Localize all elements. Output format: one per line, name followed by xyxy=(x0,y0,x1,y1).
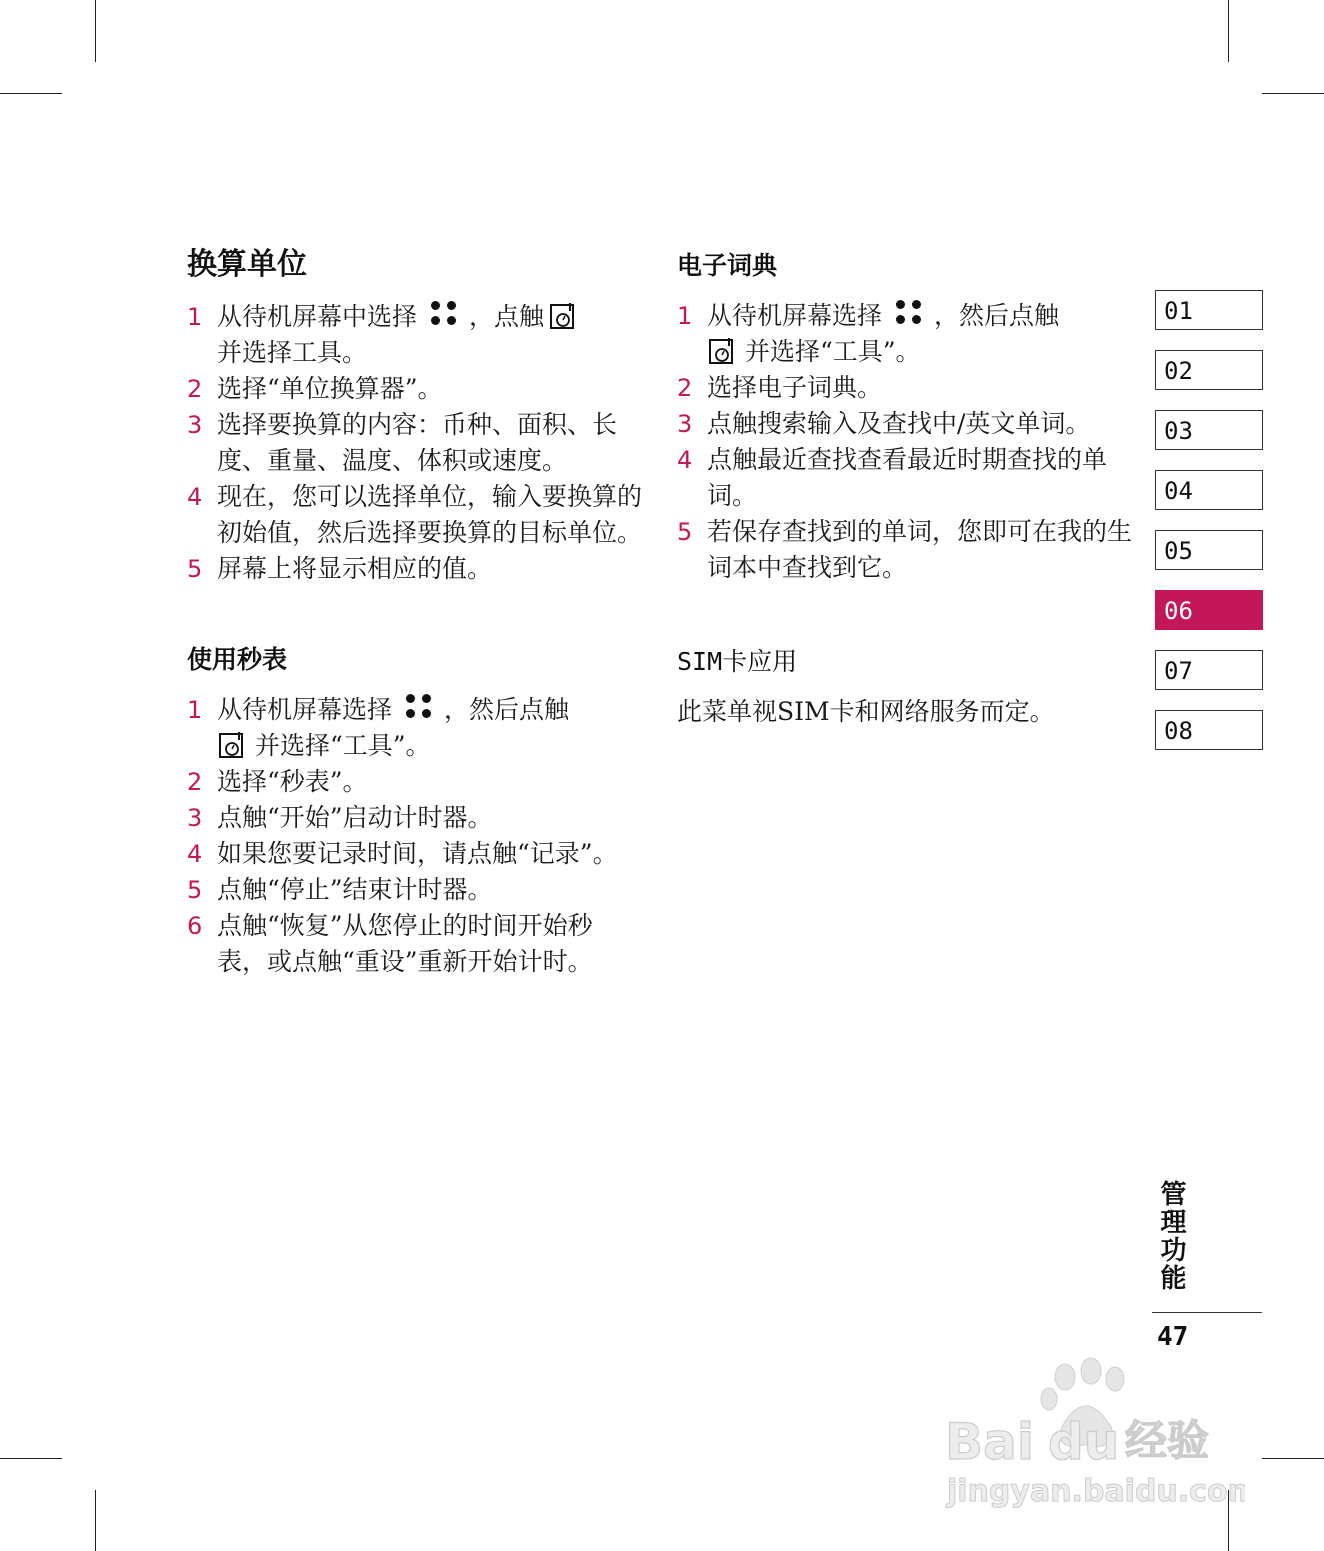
tab-chapter-07[interactable]: 07 xyxy=(1155,650,1263,690)
crop-mark xyxy=(1262,93,1324,94)
step-text: 如果您要记录时间，请点触“记录”。 xyxy=(217,839,618,868)
step-text: 从待机屏幕选择 xyxy=(707,301,883,330)
list-item xyxy=(187,872,642,908)
list-item xyxy=(187,407,642,479)
list-item xyxy=(187,371,642,407)
step-text: 若保存查找到的单词，您即可在我的生词本中查找到它。 xyxy=(707,517,1133,582)
sim-apps-section xyxy=(677,644,1132,730)
paw-icon xyxy=(945,1355,1245,1515)
crop-mark xyxy=(0,1458,62,1459)
step-text: 并选择“工具”。 xyxy=(255,731,431,760)
tab-chapter-02[interactable]: 02 xyxy=(1155,350,1263,390)
step-text: 点触“开始”启动计时器。 xyxy=(217,803,493,832)
sim-description: 此菜单视SIM卡和网络服务而定。 xyxy=(677,697,1055,726)
step-number: 6 xyxy=(187,912,203,940)
list-item xyxy=(187,764,642,800)
step-number: 5 xyxy=(187,555,203,583)
menu-dots-icon xyxy=(894,298,928,328)
step-number: 1 xyxy=(677,302,693,330)
step-number: 2 xyxy=(187,768,203,796)
list-item xyxy=(187,692,642,764)
list-item xyxy=(677,514,1132,586)
tools-note-icon xyxy=(548,301,578,331)
step-number: 3 xyxy=(187,804,203,832)
step-text: 并选择工具。 xyxy=(217,338,368,367)
step-text: 选择“单位换算器”。 xyxy=(217,374,443,403)
step-text: 选择电子词典。 xyxy=(707,373,883,402)
step-text: ，然后点触 xyxy=(934,301,1060,330)
crop-mark xyxy=(95,1490,96,1551)
tab-chapter-03[interactable]: 03 xyxy=(1155,410,1263,450)
step-text: 并选择“工具”。 xyxy=(745,337,921,366)
watermark-cn: 经验 xyxy=(1125,1416,1210,1465)
unit-converter-section xyxy=(187,245,642,587)
step-number: 1 xyxy=(187,696,203,724)
step-text: 从待机屏幕中选择 xyxy=(217,302,418,331)
watermark-brand: Bai xyxy=(945,1413,1034,1471)
step-list xyxy=(677,298,1132,586)
crop-mark xyxy=(1262,1458,1324,1459)
step-list xyxy=(187,299,642,587)
crop-mark xyxy=(0,93,62,94)
chapter-tabs xyxy=(1155,290,1263,770)
tab-chapter-05[interactable]: 05 xyxy=(1155,530,1263,570)
section-title: 使用秒表 xyxy=(187,645,288,674)
list-item xyxy=(187,800,642,836)
section-title: 电子词典 xyxy=(677,251,778,280)
dictionary-section xyxy=(677,248,1132,586)
crop-mark xyxy=(95,0,96,62)
step-text: 点触“停止”结束计时器。 xyxy=(217,875,493,904)
list-item xyxy=(187,551,642,587)
list-item xyxy=(187,836,642,872)
tools-note-icon xyxy=(707,336,737,366)
step-number: 4 xyxy=(187,483,203,511)
tab-chapter-06[interactable]: 06 xyxy=(1155,590,1263,630)
step-text: 从待机屏幕选择 xyxy=(217,695,393,724)
step-text: 选择“秒表”。 xyxy=(217,767,368,796)
step-text: 现在，您可以选择单位，输入要换算的初始值，然后选择要换算的目标单位。 xyxy=(217,482,643,547)
section-title: SIM卡应用 xyxy=(677,647,798,676)
watermark-brand-2: du xyxy=(1048,1413,1120,1471)
chapter-label: 管理功能 xyxy=(1156,1180,1186,1292)
step-text: 点触最近查找查看最近时期查找的单词。 xyxy=(707,445,1108,510)
step-number: 4 xyxy=(187,840,203,868)
list-item xyxy=(187,479,642,551)
step-text: 选择要换算的内容：币种、面积、长度、重量、温度、体积或速度。 xyxy=(217,410,618,475)
step-list xyxy=(187,692,642,980)
step-text: 屏幕上将显示相应的值。 xyxy=(217,554,493,583)
step-number: 3 xyxy=(677,410,693,438)
step-text: ，然后点触 xyxy=(444,695,570,724)
list-item xyxy=(677,370,1132,406)
menu-dots-icon xyxy=(404,692,438,722)
tools-note-icon xyxy=(217,730,247,760)
stopwatch-section xyxy=(187,642,642,980)
menu-dots-icon xyxy=(429,299,463,329)
page-number: 47 xyxy=(1157,1322,1189,1352)
watermark-url: jingyan.baidu.com xyxy=(947,1474,1245,1509)
list-item xyxy=(677,442,1132,514)
step-text: 点触搜索输入及查找中/英文单词。 xyxy=(707,409,1091,438)
step-number: 2 xyxy=(187,375,203,403)
tab-chapter-01[interactable]: 01 xyxy=(1155,290,1263,330)
step-number: 4 xyxy=(677,446,693,474)
tab-chapter-08[interactable]: 08 xyxy=(1155,710,1263,750)
list-item xyxy=(187,908,642,980)
step-number: 5 xyxy=(677,518,693,546)
step-number: 1 xyxy=(187,303,203,331)
step-number: 2 xyxy=(677,374,693,402)
divider xyxy=(1152,1312,1262,1313)
list-item xyxy=(677,406,1132,442)
step-number: 5 xyxy=(187,876,203,904)
step-text: ，点触 xyxy=(469,302,545,331)
list-item xyxy=(187,299,642,371)
section-title: 换算单位 xyxy=(187,247,307,282)
tab-chapter-04[interactable]: 04 xyxy=(1155,470,1263,510)
step-number: 3 xyxy=(187,411,203,439)
list-item xyxy=(677,298,1132,370)
baidu-watermark xyxy=(945,1355,1245,1515)
crop-mark xyxy=(1228,0,1229,62)
step-text: 点触“恢复”从您停止的时间开始秒表，或点触“重设”重新开始计时。 xyxy=(217,911,593,976)
